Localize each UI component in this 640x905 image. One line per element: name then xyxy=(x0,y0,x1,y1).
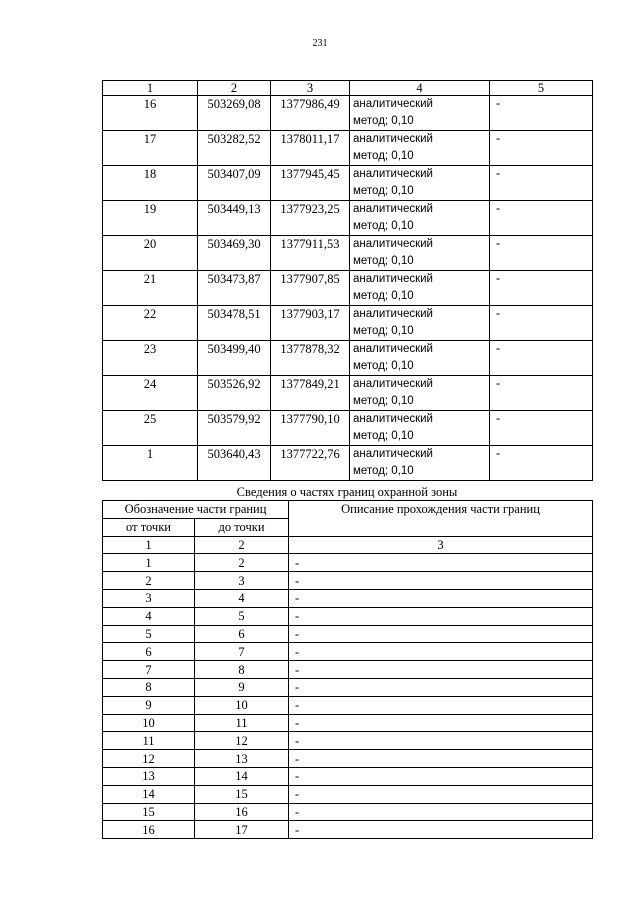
from-point: 15 xyxy=(103,803,195,821)
table-row xyxy=(103,696,593,714)
method-cell xyxy=(350,376,490,411)
from-point: 9 xyxy=(103,696,195,714)
method-line: метод; 0,10 xyxy=(353,325,414,337)
coord-y: 1377790,10 xyxy=(271,411,350,446)
from-point: 7 xyxy=(103,661,195,679)
note-cell: - xyxy=(490,341,593,376)
part-description: - xyxy=(289,696,593,714)
to-point: 14 xyxy=(195,767,289,785)
coord-x: 503640,43 xyxy=(198,446,271,481)
point-number: 18 xyxy=(103,166,198,201)
part-description: - xyxy=(289,678,593,696)
table-row xyxy=(103,572,593,590)
part-description: - xyxy=(289,821,593,839)
coord-y: 1378011,17 xyxy=(271,131,350,166)
from-point: 4 xyxy=(103,607,195,625)
from-point: 2 xyxy=(103,572,195,590)
point-number: 22 xyxy=(103,306,198,341)
note-cell: - xyxy=(490,411,593,446)
method-line: метод; 0,10 xyxy=(353,395,414,407)
part-description: - xyxy=(289,661,593,679)
header-to-point: до точки xyxy=(195,518,289,536)
method-line: метод; 0,10 xyxy=(353,220,414,232)
from-point: 16 xyxy=(103,821,195,839)
table-row xyxy=(103,661,593,679)
coord-y: 1377986,49 xyxy=(271,96,350,131)
table-row xyxy=(103,678,593,696)
coord-y: 1377911,53 xyxy=(271,236,350,271)
point-number: 17 xyxy=(103,131,198,166)
table-row xyxy=(103,732,593,750)
column-number: 1 xyxy=(103,536,195,554)
method-line: метод; 0,10 xyxy=(353,255,414,267)
part-description: - xyxy=(289,785,593,803)
part-description: - xyxy=(289,767,593,785)
part-description: - xyxy=(289,643,593,661)
method-cell xyxy=(350,131,490,166)
point-number: 23 xyxy=(103,341,198,376)
table-row xyxy=(103,306,593,341)
part-description: - xyxy=(289,554,593,572)
coord-y: 1377903,17 xyxy=(271,306,350,341)
from-point: 12 xyxy=(103,750,195,768)
coord-y: 1377923,25 xyxy=(271,201,350,236)
coord-x: 503526,92 xyxy=(198,376,271,411)
header-description: Описание прохождения части границ xyxy=(289,501,593,537)
coord-x: 503282,52 xyxy=(198,131,271,166)
from-point: 13 xyxy=(103,767,195,785)
table-row xyxy=(103,767,593,785)
method-line: метод; 0,10 xyxy=(353,115,414,127)
note-cell: - xyxy=(490,446,593,481)
coord-x: 503469,30 xyxy=(198,236,271,271)
to-point: 2 xyxy=(195,554,289,572)
from-point: 1 xyxy=(103,554,195,572)
method-line: аналитический xyxy=(353,133,433,145)
coord-y: 1377878,32 xyxy=(271,341,350,376)
table-row xyxy=(103,785,593,803)
to-point: 5 xyxy=(195,607,289,625)
note-cell: - xyxy=(490,271,593,306)
coord-y: 1377907,85 xyxy=(271,271,350,306)
from-point: 8 xyxy=(103,678,195,696)
method-cell xyxy=(350,96,490,131)
column-header: 3 xyxy=(271,81,350,96)
from-point: 10 xyxy=(103,714,195,732)
note-cell: - xyxy=(490,306,593,341)
table-row xyxy=(103,236,593,271)
part-description: - xyxy=(289,750,593,768)
part-description: - xyxy=(289,732,593,750)
to-point: 12 xyxy=(195,732,289,750)
to-point: 9 xyxy=(195,678,289,696)
table-row xyxy=(103,607,593,625)
parts-section-title: Сведения о частях границ охранной зоны xyxy=(236,485,458,499)
method-cell xyxy=(350,166,490,201)
coordinates-header-row xyxy=(103,81,593,96)
table-row xyxy=(103,341,593,376)
point-number: 20 xyxy=(103,236,198,271)
point-number: 25 xyxy=(103,411,198,446)
method-line: аналитический xyxy=(353,203,433,215)
coord-x: 503478,51 xyxy=(198,306,271,341)
method-cell xyxy=(350,201,490,236)
method-line: аналитический xyxy=(353,448,433,460)
column-number: 3 xyxy=(289,536,593,554)
note-cell: - xyxy=(490,236,593,271)
table-row xyxy=(103,554,593,572)
method-line: аналитический xyxy=(353,238,433,250)
table-row xyxy=(103,376,593,411)
from-point: 11 xyxy=(103,732,195,750)
coord-y: 1377945,45 xyxy=(271,166,350,201)
part-description: - xyxy=(289,803,593,821)
point-number: 1 xyxy=(103,446,198,481)
point-number: 19 xyxy=(103,201,198,236)
parts-header-row xyxy=(103,501,593,519)
coord-x: 503579,92 xyxy=(198,411,271,446)
table-row xyxy=(103,714,593,732)
table-row xyxy=(103,166,593,201)
header-boundary-part: Обозначение части границ xyxy=(103,501,289,519)
method-line: аналитический xyxy=(353,273,433,285)
note-cell: - xyxy=(490,131,593,166)
note-cell: - xyxy=(490,201,593,236)
table-row xyxy=(103,750,593,768)
coord-x: 503499,40 xyxy=(198,341,271,376)
column-header: 2 xyxy=(198,81,271,96)
table-row xyxy=(103,201,593,236)
coord-y: 1377849,21 xyxy=(271,376,350,411)
to-point: 15 xyxy=(195,785,289,803)
to-point: 16 xyxy=(195,803,289,821)
coordinates-table-body xyxy=(103,81,593,481)
method-line: аналитический xyxy=(353,413,433,425)
coordinates-table xyxy=(102,80,593,481)
coord-x: 503449,13 xyxy=(198,201,271,236)
from-point: 6 xyxy=(103,643,195,661)
column-header: 1 xyxy=(103,81,198,96)
part-description: - xyxy=(289,714,593,732)
part-description: - xyxy=(289,589,593,607)
method-line: метод; 0,10 xyxy=(353,150,414,162)
to-point: 11 xyxy=(195,714,289,732)
method-cell xyxy=(350,306,490,341)
method-cell xyxy=(350,411,490,446)
coord-y: 1377722,76 xyxy=(271,446,350,481)
method-cell xyxy=(350,271,490,306)
parts-column-numbers-row xyxy=(103,536,593,554)
table-row xyxy=(103,446,593,481)
from-point: 5 xyxy=(103,625,195,643)
table-row xyxy=(103,411,593,446)
method-line: метод; 0,10 xyxy=(353,185,414,197)
table-row xyxy=(103,131,593,166)
page-number: 231 xyxy=(312,38,328,49)
note-cell: - xyxy=(490,96,593,131)
table-row xyxy=(103,821,593,839)
part-description: - xyxy=(289,607,593,625)
to-point: 4 xyxy=(195,589,289,607)
method-line: метод; 0,10 xyxy=(353,290,414,302)
note-cell: - xyxy=(490,376,593,411)
method-line: аналитический xyxy=(353,378,433,390)
table-row xyxy=(103,589,593,607)
column-header: 5 xyxy=(490,81,593,96)
to-point: 7 xyxy=(195,643,289,661)
from-point: 3 xyxy=(103,589,195,607)
point-number: 21 xyxy=(103,271,198,306)
table-row xyxy=(103,96,593,131)
coord-x: 503269,08 xyxy=(198,96,271,131)
table-row xyxy=(103,271,593,306)
boundary-parts-table xyxy=(102,500,593,839)
point-number: 16 xyxy=(103,96,198,131)
part-description: - xyxy=(289,625,593,643)
table-row xyxy=(103,643,593,661)
to-point: 3 xyxy=(195,572,289,590)
method-line: метод; 0,10 xyxy=(353,360,414,372)
coord-x: 503473,87 xyxy=(198,271,271,306)
method-line: аналитический xyxy=(353,343,433,355)
header-from-point: от точки xyxy=(103,518,195,536)
point-number: 24 xyxy=(103,376,198,411)
method-line: метод; 0,10 xyxy=(353,465,414,477)
to-point: 10 xyxy=(195,696,289,714)
to-point: 6 xyxy=(195,625,289,643)
table-row xyxy=(103,625,593,643)
method-cell xyxy=(350,446,490,481)
to-point: 13 xyxy=(195,750,289,768)
to-point: 8 xyxy=(195,661,289,679)
method-line: аналитический xyxy=(353,168,433,180)
method-line: метод; 0,10 xyxy=(353,430,414,442)
column-header: 4 xyxy=(350,81,490,96)
note-cell: - xyxy=(490,166,593,201)
to-point: 17 xyxy=(195,821,289,839)
method-cell xyxy=(350,341,490,376)
method-cell xyxy=(350,236,490,271)
table-row xyxy=(103,803,593,821)
from-point: 14 xyxy=(103,785,195,803)
part-description: - xyxy=(289,572,593,590)
coord-x: 503407,09 xyxy=(198,166,271,201)
method-line: аналитический xyxy=(353,308,433,320)
boundary-parts-table-body xyxy=(103,501,593,839)
method-line: аналитический xyxy=(353,98,433,110)
column-number: 2 xyxy=(195,536,289,554)
